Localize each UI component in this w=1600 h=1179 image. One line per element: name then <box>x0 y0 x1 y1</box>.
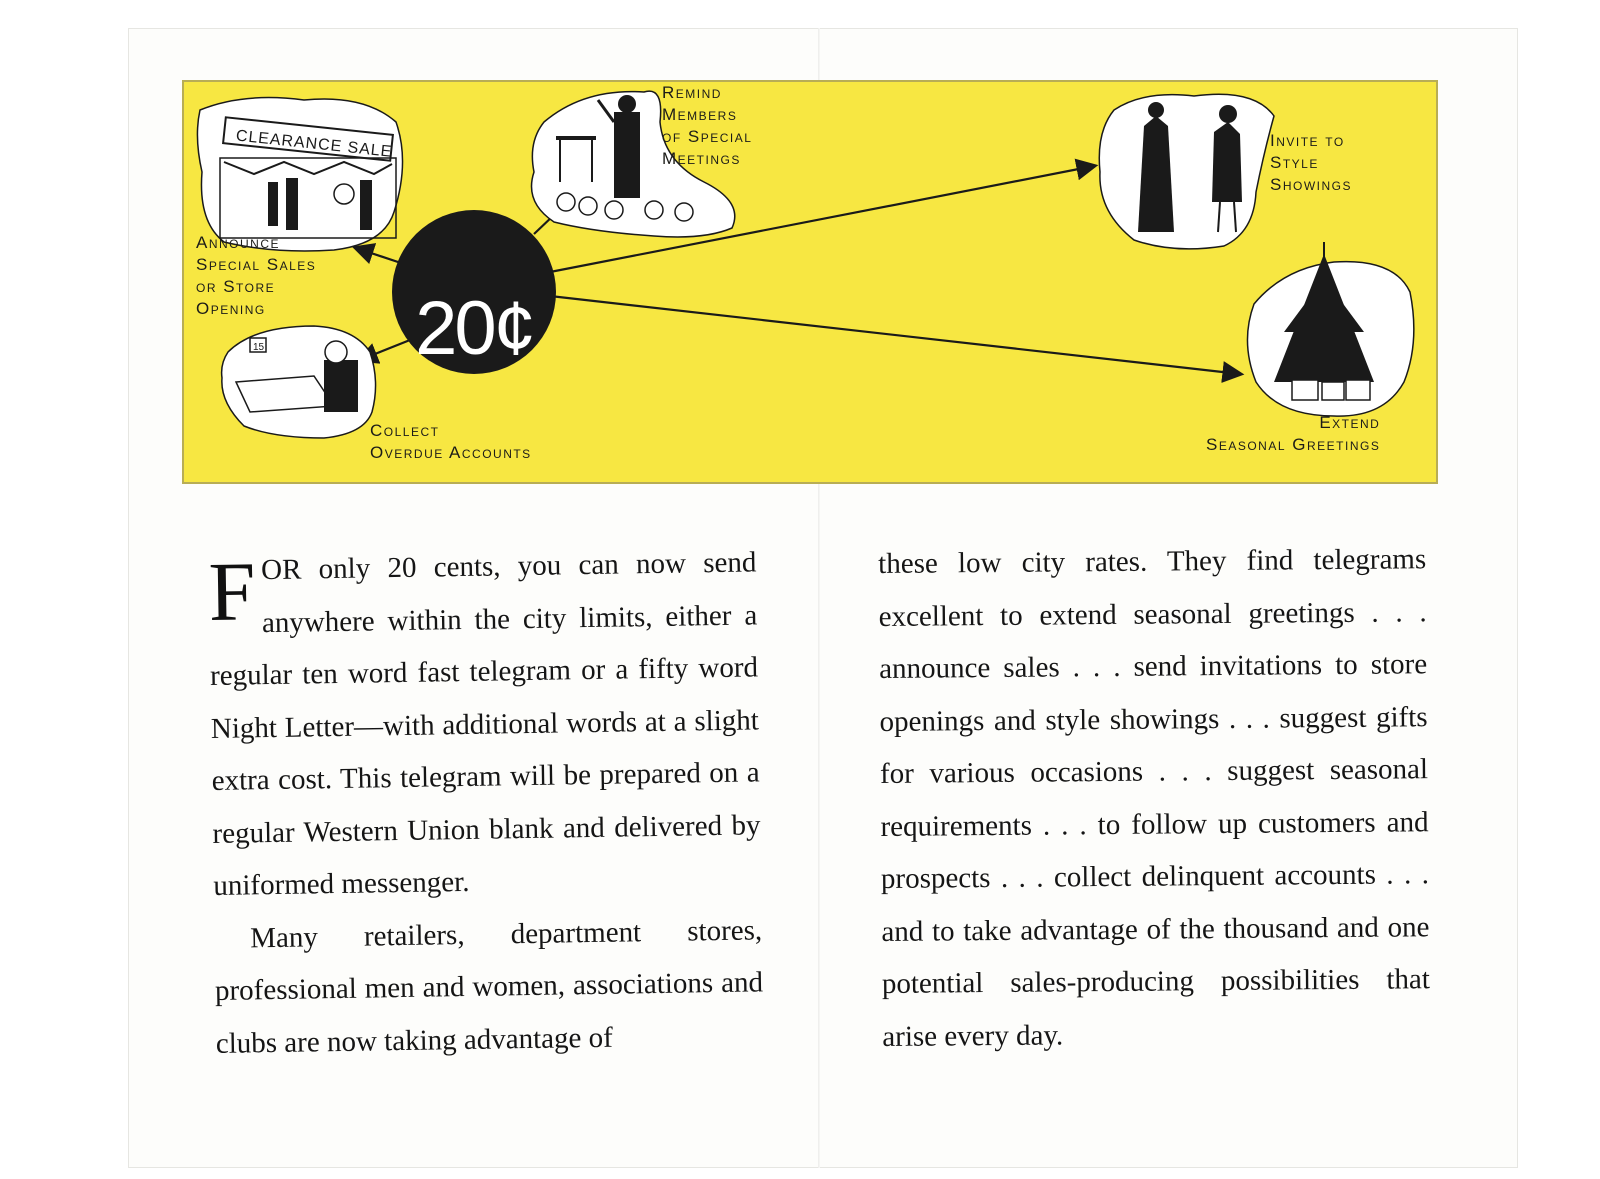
desk-sign-text: 15 <box>253 342 265 353</box>
drop-cap: F <box>208 545 257 639</box>
paragraph-uses: these low city rates. They find telegrams excellent to extend seasonal greetings . . . announce sales . . . send invitations to store openings and style showings . . . suggest gifts for various occasions . . . suggest seasonal requirements . . . to follow up customers and prospects . . . collect delinquent accounts . . . and to take advantage of the thousand and one potential sales-producing possibilities that arise every day. <box>878 543 1431 1053</box>
coin-label: 20¢ <box>415 285 533 371</box>
paragraph-retailers: Many retailers, department stores, professional men and women, associations and clubs are now taking advantage of <box>214 913 764 1060</box>
arrow-announce <box>356 248 404 264</box>
text-column-right <box>878 533 1431 1063</box>
collect-vignette <box>222 326 376 438</box>
caption-invite: Invite to Style Showings <box>1270 131 1353 194</box>
text-column-left <box>208 536 764 1070</box>
paragraph-intro-text: OR only 20 cents, you can now send anywhere within the city limits, either a regular ten word fast telegram or a fifty word Night Letter—with additional words at a slight extra cost. This telegram will be prepared on a regular Western Union blank and delivered by uniformed messenger. <box>209 546 761 902</box>
store-sign-text: CLEARANCE SALE <box>235 127 394 161</box>
paragraph-intro <box>208 536 762 912</box>
style-vignette <box>1099 94 1274 249</box>
caption-collect: Collect Overdue Accounts <box>370 421 532 462</box>
tree-vignette <box>1247 242 1413 416</box>
arrow-extend <box>550 296 1240 374</box>
caption-remind: Remind Members of Special Meetings <box>662 83 753 168</box>
caption-announce: Announce Special Sales or Store Opening <box>196 233 317 318</box>
caption-extend: Extend Seasonal Greetings <box>1206 413 1381 454</box>
illustration-banner <box>182 80 1438 484</box>
store-vignette <box>197 98 402 251</box>
